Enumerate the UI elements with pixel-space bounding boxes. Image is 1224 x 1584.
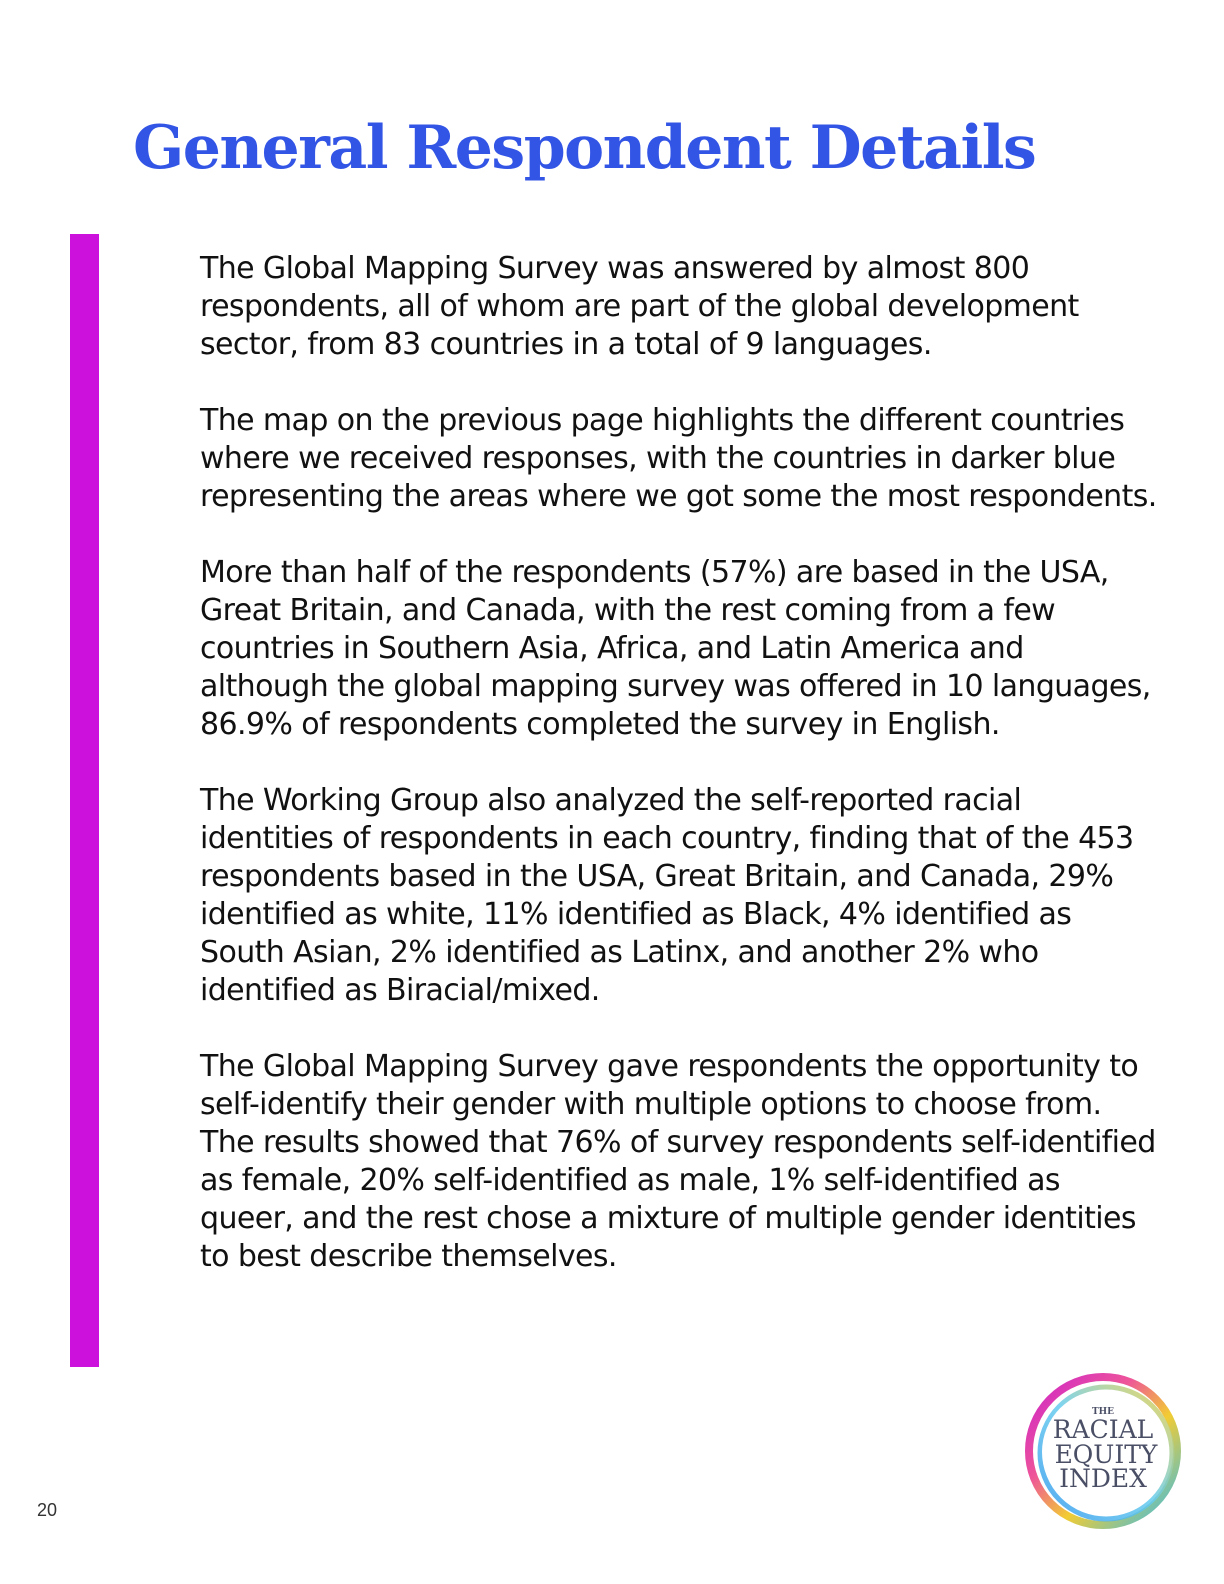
body-text (200, 250, 1160, 1314)
accent-bar (70, 234, 99, 1367)
racial-equity-index-logo (1022, 1370, 1184, 1532)
page-title: General Respondent Details (133, 113, 1036, 183)
paragraph: More than half of the respondents (57%) are based in the USA, Great Britain, and Canada, with the rest coming from a few countries in Southern Asia, Africa, and Latin America and although the global mapping survey was offered in 10 languages, 86.9% of respondents completed the survey in English. (200, 555, 1151, 742)
paragraph: The Global Mapping Survey was answered by almost 800 respondents, all of whom are part of the global development sector, from 83 countries in a total of 9 languages. (200, 251, 1079, 362)
logo-text-index: INDEX (1059, 1464, 1147, 1493)
paragraph: The map on the previous page highlights the different countries where we received responses, with the countries in darker blue representing the areas where we got some the most respondents. (200, 403, 1157, 514)
paragraph: The Global Mapping Survey gave respondents the opportunity to self-identify their gender with multiple options to choose from. The results showed that 76% of survey respondents self-identified as female, 20% self-identified as male, 1% self-identified as queer, and the rest chose a mixture of multiple gender identities to best describe themselves. (200, 1049, 1156, 1274)
page-number: 20 (37, 1500, 58, 1520)
logo-text-equity: EQUITY (1054, 1440, 1158, 1469)
paragraph: The Working Group also analyzed the self-reported racial identities of respondents in each country, finding that of the 453 respondents based in the USA, Great Britain, and Canada, 29% identified as white, 11% identified as Black, 4% identified as South Asian, 2% identified as Latinx, and another 2% who identified as Biracial/mixed. (200, 783, 1134, 1008)
logo-text-the: THE (1091, 1407, 1115, 1417)
logo-text-racial: RACIAL (1052, 1415, 1154, 1444)
